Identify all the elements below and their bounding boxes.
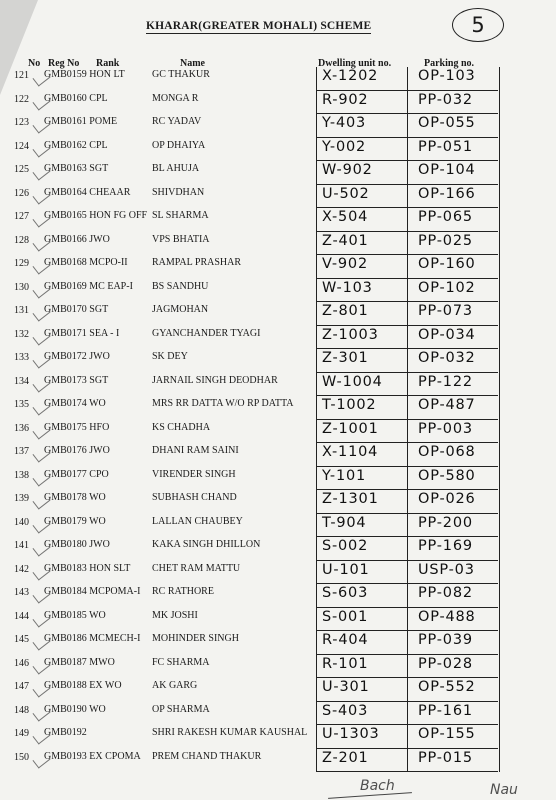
table-row xyxy=(0,749,556,773)
reg-no-rank: GMB0163 SGT xyxy=(44,163,109,174)
reg-no-rank: GMB0166 JWO xyxy=(44,233,110,245)
member-name: KAKA SINGH DHILLON xyxy=(152,539,261,550)
page-number-circle xyxy=(452,8,504,42)
dwelling-unit-no: S-603 xyxy=(322,585,369,601)
reg-no-rank: GMB0178 WO xyxy=(44,492,106,503)
dwelling-unit-no: W-1004 xyxy=(322,373,383,390)
parking-no: PP-082 xyxy=(418,585,473,601)
table-row xyxy=(0,185,556,209)
dwelling-unit-no: R-902 xyxy=(322,91,369,108)
page-number: 5 xyxy=(471,13,485,37)
member-name: RAMPAL PRASHAR xyxy=(152,257,242,268)
parking-no: USP-03 xyxy=(418,561,475,578)
reg-no-rank: GMB0164 CHEAAR xyxy=(44,186,131,198)
row-number: 140 xyxy=(14,516,29,528)
allotment-list xyxy=(0,67,556,772)
dwelling-unit-no: Z-401 xyxy=(322,232,369,249)
reg-no-rank: GMB0176 JWO xyxy=(44,445,110,456)
reg-no-rank: GMB0172 JWO xyxy=(44,351,110,362)
column-header-no: No xyxy=(28,58,41,69)
dwelling-unit-no: S-001 xyxy=(322,608,369,625)
member-name: BL AHUJA xyxy=(152,163,200,174)
member-name: CHET RAM MATTU xyxy=(152,562,241,574)
member-name: PREM CHAND THAKUR xyxy=(152,750,262,762)
row-number: 145 xyxy=(14,634,29,645)
row-number: 131 xyxy=(14,305,29,316)
dwelling-unit-no: X-1202 xyxy=(322,68,379,84)
row-number: 130 xyxy=(14,281,29,293)
column-header-reg-no: Reg No xyxy=(48,58,80,69)
reg-no-rank: GMB0188 EX WO xyxy=(44,680,122,691)
member-name: RC RATHORE xyxy=(152,586,214,597)
dwelling-unit-no: Z-301 xyxy=(322,350,369,366)
table-row xyxy=(0,396,556,420)
dwelling-unit-no: S-403 xyxy=(322,702,369,719)
reg-no-rank: GMB0186 MCMECH-I xyxy=(44,633,141,644)
dwelling-unit-no: W-902 xyxy=(322,162,373,178)
parking-no: PP-003 xyxy=(418,420,473,437)
dwelling-unit-no: U-301 xyxy=(322,679,370,695)
parking-no: PP-065 xyxy=(418,209,473,225)
row-number: 134 xyxy=(14,375,29,387)
row-number: 125 xyxy=(14,164,29,175)
parking-no: PP-039 xyxy=(418,632,473,648)
page-title: KHARAR(GREATER MOHALI) SCHEME xyxy=(146,20,372,32)
reg-no-rank: GMB0159 HON LT xyxy=(44,69,125,80)
table-row xyxy=(0,326,556,350)
member-name: KS CHADHA xyxy=(152,421,211,433)
dwelling-unit-no: Y-101 xyxy=(322,467,367,484)
member-name: LALLAN CHAUBEY xyxy=(152,515,243,527)
table-row xyxy=(0,608,556,632)
parking-no: PP-073 xyxy=(418,303,473,319)
dwelling-unit-no: X-504 xyxy=(322,209,369,225)
row-number: 137 xyxy=(14,446,29,457)
reg-no-rank: GMB0177 CPO xyxy=(44,468,109,480)
table-row xyxy=(0,67,556,91)
row-rule xyxy=(316,771,498,772)
dwelling-unit-no: Y-403 xyxy=(322,115,367,131)
member-name: SHIVDHAN xyxy=(152,186,205,198)
table-row xyxy=(0,349,556,373)
member-name: MOHINDER SINGH xyxy=(152,633,239,644)
row-number: 121 xyxy=(14,70,29,81)
row-number: 132 xyxy=(14,328,29,340)
member-name: JAGMOHAN xyxy=(152,304,209,315)
member-name: RC YADAV xyxy=(152,116,202,127)
parking-no: OP-580 xyxy=(418,467,476,484)
reg-no-rank: GMB0174 WO xyxy=(44,398,106,409)
row-number: 124 xyxy=(14,140,29,152)
parking-no: PP-122 xyxy=(418,373,473,390)
table-row xyxy=(0,302,556,326)
member-name: SUBHASH CHAND xyxy=(152,492,237,503)
member-name: SK DEY xyxy=(152,351,188,362)
dwelling-unit-no: Z-201 xyxy=(322,749,369,766)
parking-no: PP-028 xyxy=(418,655,473,672)
parking-no: PP-032 xyxy=(418,91,473,108)
reg-no-rank: GMB0169 MC EAP-I xyxy=(44,280,133,292)
member-name: GC THAKUR xyxy=(152,69,210,80)
table-row xyxy=(0,561,556,585)
row-number: 123 xyxy=(14,117,29,128)
reg-no-rank: GMB0180 JWO xyxy=(44,539,110,550)
parking-no: OP-552 xyxy=(418,679,476,695)
parking-no: PP-200 xyxy=(418,514,473,531)
member-name: MK JOSHI xyxy=(152,609,198,621)
reg-no-rank: GMB0190 WO xyxy=(44,703,106,715)
row-number: 141 xyxy=(14,540,29,551)
dwelling-unit-no: T-1002 xyxy=(322,397,377,413)
dwelling-unit-no: R-101 xyxy=(322,655,369,672)
dwelling-unit-no: X-1104 xyxy=(322,444,379,460)
dwelling-unit-no: U-502 xyxy=(322,185,370,202)
table-row xyxy=(0,373,556,397)
row-number: 142 xyxy=(14,563,29,575)
row-number: 139 xyxy=(14,493,29,504)
dwelling-unit-no: V-902 xyxy=(322,256,368,272)
signature-1: Bach xyxy=(360,778,395,794)
parking-no: OP-068 xyxy=(418,444,476,460)
row-number: 128 xyxy=(14,234,29,246)
reg-no-rank: GMB0173 SGT xyxy=(44,374,109,386)
member-name: OP DHAIYA xyxy=(152,139,206,151)
reg-no-rank: GMB0179 WO xyxy=(44,515,106,527)
signature-2: Nau xyxy=(490,782,518,798)
dwelling-unit-no: Z-1001 xyxy=(322,420,379,437)
parking-no: OP-026 xyxy=(418,491,476,507)
table-row xyxy=(0,490,556,514)
table-row xyxy=(0,91,556,115)
column-header-name: Name xyxy=(180,58,205,69)
table-row xyxy=(0,138,556,162)
table-row xyxy=(0,725,556,749)
table-row xyxy=(0,161,556,185)
row-number: 126 xyxy=(14,187,29,199)
member-name: BS SANDHU xyxy=(152,280,209,292)
reg-no-rank: GMB0162 CPL xyxy=(44,139,108,151)
parking-no: OP-166 xyxy=(418,185,476,202)
row-number: 146 xyxy=(14,657,29,669)
member-name: VIRENDER SINGH xyxy=(152,468,236,480)
dwelling-unit-no: S-002 xyxy=(322,538,369,554)
member-name: MONGA R xyxy=(152,92,199,104)
member-name: FC SHARMA xyxy=(152,656,210,668)
parking-no: OP-487 xyxy=(418,397,476,413)
table-row xyxy=(0,678,556,702)
column-header-parking: Parking no. xyxy=(424,58,475,69)
member-name: SL SHARMA xyxy=(152,210,209,221)
reg-no-rank: GMB0160 CPL xyxy=(44,92,108,104)
member-name: MRS RR DATTA W/O RP DATTA xyxy=(152,398,294,409)
row-number: 122 xyxy=(14,93,29,105)
parking-no: OP-488 xyxy=(418,608,476,625)
parking-no: PP-051 xyxy=(418,138,473,155)
dwelling-unit-no: U-1303 xyxy=(322,726,380,742)
reg-no-rank: GMB0175 HFO xyxy=(44,421,110,433)
row-number: 148 xyxy=(14,704,29,716)
member-name: JARNAIL SINGH DEODHAR xyxy=(152,374,278,386)
dwelling-unit-no: Y-002 xyxy=(322,138,367,155)
reg-no-rank: GMB0184 MCPOMA-I xyxy=(44,586,141,597)
row-number: 143 xyxy=(14,587,29,598)
table-row xyxy=(0,631,556,655)
parking-no: OP-103 xyxy=(418,68,476,84)
dwelling-unit-no: W-103 xyxy=(322,279,373,296)
row-number: 150 xyxy=(14,751,29,763)
reg-no-rank: GMB0161 POME xyxy=(44,116,118,127)
table-row xyxy=(0,420,556,444)
reg-no-rank: GMB0165 HON FG OFF xyxy=(44,210,148,221)
table-row xyxy=(0,702,556,726)
parking-no: OP-034 xyxy=(418,326,476,343)
parking-no: PP-169 xyxy=(418,538,473,554)
parking-no: OP-155 xyxy=(418,726,476,742)
member-name: AK GARG xyxy=(152,680,198,691)
row-number: 127 xyxy=(14,211,29,222)
member-name: SHRI RAKESH KUMAR KAUSHAL xyxy=(152,727,308,738)
member-name: GYANCHANDER TYAGI xyxy=(152,327,261,339)
dwelling-unit-no: U-101 xyxy=(322,561,370,578)
parking-no: PP-161 xyxy=(418,702,473,719)
reg-no-rank: GMB0170 SGT xyxy=(44,304,109,315)
row-number: 133 xyxy=(14,352,29,363)
parking-no: PP-025 xyxy=(418,232,473,249)
row-number: 129 xyxy=(14,258,29,269)
table-row xyxy=(0,279,556,303)
member-name: DHANI RAM SAINI xyxy=(152,445,239,456)
parking-no: OP-160 xyxy=(418,256,476,272)
row-number: 135 xyxy=(14,399,29,410)
row-number: 144 xyxy=(14,610,29,622)
member-name: VPS BHATIA xyxy=(152,233,210,245)
row-number: 147 xyxy=(14,681,29,692)
parking-no: OP-102 xyxy=(418,279,476,296)
table-row xyxy=(0,255,556,279)
reg-no-rank: GMB0192 xyxy=(44,727,87,738)
reg-no-rank: GMB0193 EX CPOMA xyxy=(44,750,141,762)
reg-no-rank: GMB0168 MCPO-II xyxy=(44,257,128,268)
dwelling-unit-no: Z-1301 xyxy=(322,491,379,507)
dwelling-unit-no: Z-801 xyxy=(322,303,369,319)
parking-no: OP-032 xyxy=(418,350,476,366)
table-row xyxy=(0,584,556,608)
member-name: OP SHARMA xyxy=(152,703,210,715)
row-number: 136 xyxy=(14,422,29,434)
table-row xyxy=(0,467,556,491)
column-header-dwelling-unit: Dwelling unit no. xyxy=(318,58,392,69)
table-row xyxy=(0,232,556,256)
reg-no-rank: GMB0183 HON SLT xyxy=(44,562,131,574)
parking-no: OP-055 xyxy=(418,115,476,131)
reg-no-rank: GMB0171 SEA - I xyxy=(44,327,120,339)
row-number: 138 xyxy=(14,469,29,481)
reg-no-rank: GMB0187 MWO xyxy=(44,656,115,668)
parking-no: PP-015 xyxy=(418,749,473,766)
table-row xyxy=(0,537,556,561)
table-row xyxy=(0,655,556,679)
table-row xyxy=(0,114,556,138)
dwelling-unit-no: Z-1003 xyxy=(322,326,379,343)
table-row xyxy=(0,208,556,232)
column-header-rank: Rank xyxy=(96,58,120,69)
dwelling-unit-no: T-904 xyxy=(322,514,367,531)
parking-no: OP-104 xyxy=(418,162,476,178)
row-number: 149 xyxy=(14,728,29,739)
reg-no-rank: GMB0185 WO xyxy=(44,609,106,621)
table-row xyxy=(0,514,556,538)
table-row xyxy=(0,443,556,467)
dwelling-unit-no: R-404 xyxy=(322,632,369,648)
